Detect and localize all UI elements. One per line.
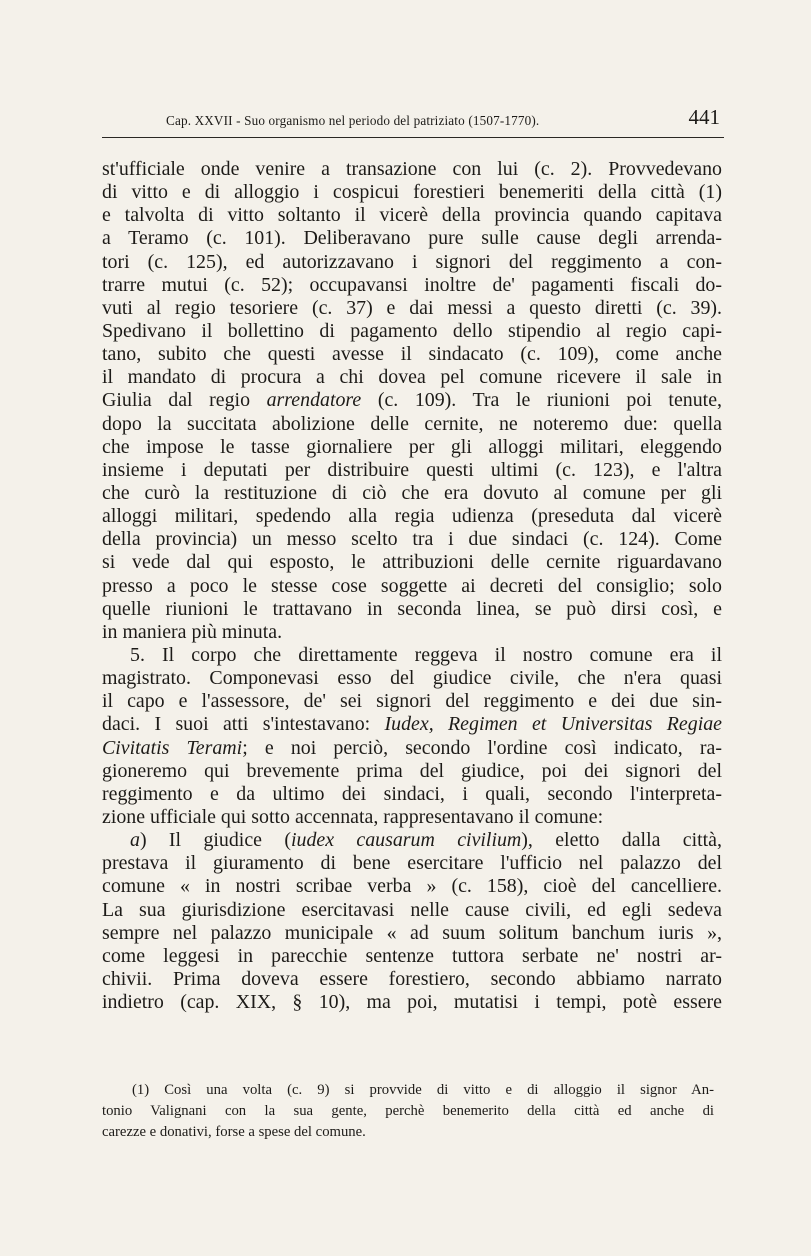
page-header	[102, 101, 724, 138]
text-line: a Teramo (c. 101). Deliberavano pure sulle cause degli arrenda-	[102, 227, 722, 250]
text-line: chivii. Prima doveva essere forestiero, secondo abbiamo narrato	[102, 967, 722, 990]
paragraph-start: 5. Il corpo che direttamente reggeva il nostro comune era il	[130, 643, 722, 666]
text-line: alloggi militari, spedendo alla regia udienza (preseduta dal vicerè	[102, 505, 722, 528]
text-line: della provincia) un messo scelto tra i due sindaci (c. 124). Come	[102, 528, 722, 551]
text-line: Spedivano il bollettino di pagamento dello stipendio al regio capi-	[102, 319, 722, 342]
footnote-line: (1) Così una volta (c. 9) si provvide di vitto e di alloggio il signor An-	[132, 1082, 714, 1098]
text-line: come leggesi in parecchie sentenze tuttora serbate ne' nostri ar-	[102, 944, 722, 967]
italic-term: Civitatis Terami	[102, 736, 243, 759]
text-line: magistrato. Componevasi esso del giudice civile, che n'era quasi	[102, 667, 722, 690]
text-line: di vitto e di alloggio i cospicui forestieri benemeriti della città (1)	[102, 181, 722, 204]
body-text	[102, 158, 722, 1014]
list-marker: a	[130, 829, 140, 852]
italic-term: arrendatore	[266, 389, 362, 412]
text-line	[102, 389, 722, 412]
text-line: reggimento e da ultimo dei sindaci, i quali, secondo l'interpreta-	[102, 782, 722, 805]
text-line: si vede dal qui esposto, le attribuzioni delle cernite riguardavano	[102, 551, 722, 574]
text-line: insieme i deputati per distribuire questi ultimi (c. 123), e l'altra	[102, 458, 722, 481]
text-line: che impose le tasse giornaliere per gli alloggi militari, eleggendo	[102, 435, 722, 458]
italic-term: iudex causarum civilium	[290, 829, 522, 852]
footnote-line: tonio Valignani con la sua gente, perchè benemerito della città ed anche di	[102, 1103, 714, 1119]
text-line: dopo la succitata abolizione delle cernite, ne noteremo due: quella	[102, 412, 722, 435]
text-line: presso a poco le stesse cose soggette ai decreti del consiglio; solo	[102, 574, 722, 597]
text-line: il mandato di procura a chi dovea pel comune ricevere il sale in	[102, 366, 722, 389]
text-segment: daci. I suoi atti s'intestavano:	[102, 713, 385, 736]
text-segment: (c. 109). Tra le riunioni poi tenute,	[361, 389, 722, 412]
text-segment: ), eletto dalla città,	[521, 829, 722, 852]
text-line: vuti al regio tesoriere (c. 37) e dai messi a questo diretti (c. 39).	[102, 296, 722, 319]
text-line	[102, 737, 722, 760]
text-segment: ) Il giudice (	[139, 829, 291, 852]
running-head: Cap. XXVII - Suo organismo nel periodo del patriziato (1507-1770).	[166, 113, 540, 128]
text-line: che curò la restituzione di ciò che era dovuto al comune per gli	[102, 481, 722, 504]
text-line: quelle riunioni le trattavano in seconda linea, se può dirsi così, e	[102, 597, 722, 620]
text-line: zione ufficiale qui sotto accennata, rappresentavano il comune:	[102, 805, 604, 828]
footnote-line: carezze e donativi, forse a spese del comune.	[102, 1124, 366, 1140]
text-line: indietro (cap. XIX, § 10), ma poi, mutatisi i tempi, potè essere	[102, 991, 722, 1014]
text-line: st'ufficiale onde venire a transazione con lui (c. 2). Provvedevano	[102, 158, 722, 180]
page-number: 441	[688, 105, 720, 129]
text-line: in maniera più minuta.	[102, 620, 283, 643]
footnotes	[102, 1080, 714, 1143]
text-line: comune « in nostri scribae verba » (c. 158), cioè del cancelliere.	[102, 875, 722, 898]
text-line: prestava il giuramento di bene esercitare l'ufficio nel palazzo del	[102, 852, 722, 875]
text-line: tano, subito che questi avesse il sindacato (c. 109), come anche	[102, 343, 722, 366]
text-line: La sua giurisdizione esercitavasi nelle cause civili, ed egli sedeva	[102, 898, 722, 921]
text-line: sempre nel palazzo municipale « ad suum solitum banchum iuris »,	[102, 921, 722, 944]
text-line: trarre mutui (c. 52); occupavansi inoltre de' pagamenti fiscali do-	[102, 273, 722, 296]
text-line: e talvolta di vitto soltanto il vicerè della provincia quando capitava	[102, 204, 722, 227]
text-line	[102, 713, 722, 736]
paragraph-start	[102, 829, 722, 852]
italic-term: Iudex, Regimen et Universitas Regiae	[384, 713, 722, 736]
text-segment: ; e noi perciò, secondo l'ordine così indicato, ra-	[242, 736, 722, 759]
text-line: gioneremo qui brevemente prima del giudice, poi dei signori del	[102, 759, 722, 782]
text-segment: Giulia dal regio	[102, 389, 267, 412]
text-line: tori (c. 125), ed autorizzavano i signori del reggimento a con-	[102, 250, 722, 273]
text-line: il capo e l'assessore, de' sei signori del reggimento e dei due sin-	[102, 690, 722, 713]
